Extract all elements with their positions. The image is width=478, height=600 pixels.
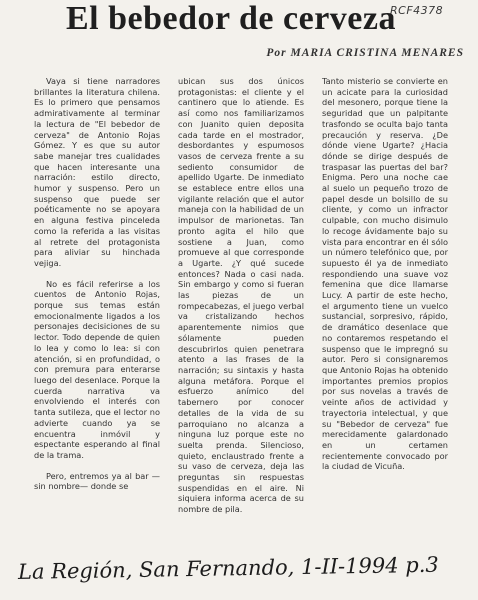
column-1-paragraph-2: No es fácil referirse a los cuentos de Antonio Rojas, porque sus temas están emocionalmente ligados a los personajes decisiciones de su lector. Todo depende de quien lo lea y como lo lea: si con atención, si en profundidad, o con premura para enterarse luego del desenlace. Porque la cuerda narrativa va envolviendo el interés con tanta sutileza, que el lector no advierte cuando ya se encuentra inmóvil y espectante esperando al final de la trama.	[34, 278, 160, 460]
article-byline: Por MARIA CRISTINA MENARES	[266, 47, 464, 59]
column-1-paragraph-3: Pero, entremos ya al bar —sin nombre— donde se	[34, 470, 160, 492]
article-column-1	[34, 76, 160, 502]
column-1-paragraph-1: Vaya si tiene narradores brillantes la literatura chilena. Es lo primero que pensamos admirativamente al terminar la lectura de "El bebedor de cerveza" de Antonio Rojas Gómez. Y es que su autor sabe manejar tres cualidades que hacen interesante una narración: estilo directo, humor y suspenso. Pero un suspenso que puede ser poéticamente no se apoyara en alguna festiva pinceleda como la referida a las visitas al retrete del protagonista para aliviar su hinchada vejiga.	[34, 76, 160, 268]
article-title: El bebedor de cerveza	[66, 0, 396, 37]
archive-reference-note: RCF4378	[390, 4, 444, 17]
handwritten-source-note: La Región, San Fernando, 1-II-1994 p.3	[17, 552, 439, 584]
column-2-paragraph-1: ubican sus dos únicos protagonistas: el cliente y el cantinero que lo atiende. Es así como nos familiarizamos con Juanito quien deposita cada tarde en el mostrador, desbordantes y espumosos vasos de cerveza frente a su sediento consumidor de apellido Ugarte. De inmediato se establece entre ellos una vigilante relación que el autor maneja con la habilidad de un impulsor de marionetas. Tan pronto agita el hilo que sostiene a Juan, como promueve al que corresponde a Ugarte. ¿Y qué sucede entonces? Nada o casi nada. Sin embargo y como si fueran las piezas de un rompecabezas, el juego verbal va cristalizando hechos aparentemente nimios que sólamente pueden descubrirlos quien penetrara atento a las frases de la narración; su sintaxis y hasta alguna metáfora. Porque el esfuerzo anímico del tabernero por conocer detalles de la vida de su parroquiano no alcanza a ninguna luz porque este no suelta prenda. Silencioso, quieto, enclaustrado frente a su vaso de cerveza, deja las preguntas sin respuestas suspendidas en el aire. Ni siquiera informa acerca de su nombre de pila.	[178, 76, 304, 515]
article-column-3	[322, 76, 448, 482]
article-column-2	[178, 76, 304, 525]
column-3-paragraph-1: Tanto misterio se convierte en un acicate para la curiosidad del mesonero, porque tiene la seguridad que un palpitante trasfondo se oculta bajo tanta precaución y reserva. ¿De dónde viene Ugarte? ¿Hacia dónde se dirige después de traspasar las puertas del bar? Enigma. Pero una noche cae al suelo un pequeño trozo de papel desde un bolsillo de su cliente, y como un infractor culpable, con mucho disimulo lo recoge ávidamente bajo su vista para encontrar en él sólo un número telefónico que, por supuesto él ya de inmediato respondiendo una suave voz femenina que dice llamarse Lucy. A partir de este hecho, el argumento tiene un vuelco sustancial, sorpresivo, rápido, de dramático desenlace que no contaremos respetando el suspenso que le impregnó su autor. Pero si consignaremos que Antonio Rojas ha obtenido importantes premios propios por sus novelas a través de veinte años de actividad y trayectoria intelectual, y que su "Bebedor de cerveza" fue merecidamente galardonado en un certamen recientemente convocado por la ciudad de Vicuña.	[322, 76, 448, 472]
